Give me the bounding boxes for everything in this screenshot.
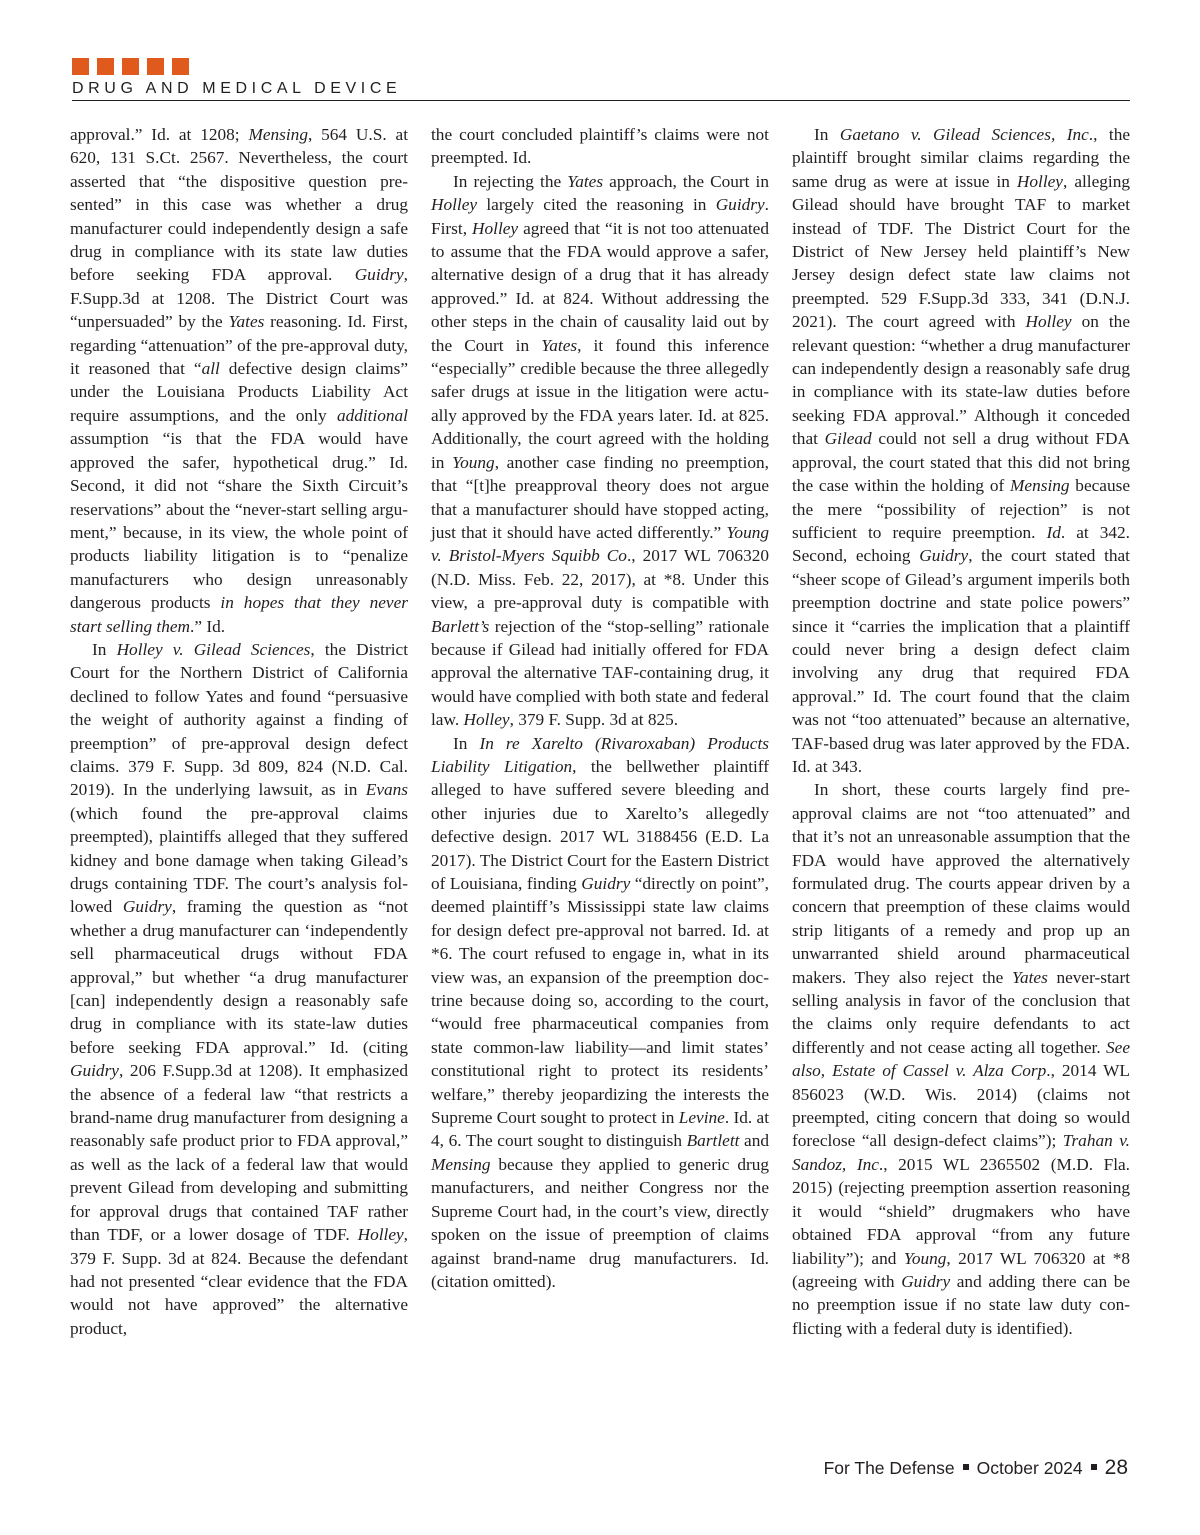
text-run: In short, these courts largely find pre-approval claims are not “too attenuated” and that it’s not an unreasonable assumption that the FDA would have approved the alternatively formulated drug. The courts appear driven by a concern that preemption of these claims would strip litigants of a remedy and prop up an unwarranted shield around pharmaceutical makers. They also reject the <box>792 780 1130 987</box>
italic-text: Mensing <box>248 125 308 144</box>
accent-square <box>97 58 114 75</box>
text-run: ., the plaintiff brought similar claims regarding the same drug as were at issue in <box>792 125 1131 191</box>
italic-text: Holley <box>463 710 510 730</box>
text-run: , 2017 WL 706320 at *8 (agreeing with <box>792 1248 1131 1291</box>
italic-text: Guidry <box>901 1271 951 1291</box>
text-run: , the District Court for the Northern District of California declined to follow Yates and found “persuasive the weight of authority against a finding of preemption” of pre-approval design defect claims. 379 F. Supp. 3d 809, 824 (N.D. Cal. 2019). In the underlying lawsuit, as in <box>70 639 408 800</box>
text-run: , 379 F. Supp. 3d at 825. <box>509 710 679 730</box>
text-run: defective design claims” under the Louisiana Products Liability Act require assumptions, and the only <box>70 359 408 425</box>
italic-text: Trahan v. Sandoz, Inc <box>792 1131 1130 1174</box>
text-run: could not sell a drug without FDA approval, the court stated that this did not bring the case within the holding of <box>792 429 1131 496</box>
text-run: “directly on point”, deemed plaintiff’s Mississippi state law claims for design defect pre-approval not barred. Id. at *6. The court refused to engage in, what in its view was, an expansion of the preemption doctrine because doing so, according to the court, “would free pharmaceutical companies from state common-law liability—and limit states’ constitutional right to protect its residents’ welfare,” thereby jeopardizing the interests the Supreme Court sought to protect in <box>431 874 769 1128</box>
text-run: , 564 U.S. at 620, 131 S.Ct. 2567. Nevertheless, the court asserted that “the dispositive question presented” in this case was whether a drug manufacturer could independently design a safe drug in compliance with its state law duties before seeking FDA approval. <box>70 125 408 285</box>
text-run: ., 2015 WL 2365502 (M.D. Fla. 2015) (rejecting preemption assertion reasoning it would “shield” drugmakers who have obtained FDA approval “from any future liability”); and <box>792 1154 1130 1268</box>
text-run: on the relevant question: “whether a drug manufacturer can independently design a reasonably safe drug in compliance with its state-law duties before seeking FDA approval.” Although it conceded that <box>792 312 1130 449</box>
text-run: because the mere “possibility of rejection” is not sufficient to require preemption. <box>792 476 1130 542</box>
italic-text: Gilead <box>824 429 872 449</box>
text-run: In <box>92 639 117 659</box>
italic-text: Evans <box>365 780 408 800</box>
text-run: . Id. at 4, 6. The court sought to distinguish <box>431 1108 769 1151</box>
italic-text: Holley <box>1025 312 1072 332</box>
text-run: ., 2014 WL 856023 (W.D. Wis. 2014) (claims not preempted, citing concern that doing so would foreclose “all design-defect claims”); <box>792 1061 1130 1151</box>
paragraph <box>70 638 408 1340</box>
text-run: the court concluded plaintiff’s claims were not preempted. Id. <box>431 125 769 168</box>
text-run: approval.” Id. at 1208; <box>70 125 249 144</box>
italic-text: Guidry <box>122 897 172 917</box>
accent-square <box>147 58 164 75</box>
paragraph <box>792 123 1130 778</box>
paragraph <box>792 778 1130 1340</box>
text-run: because they applied to generic drug manufacturers, and neither Congress nor the Supreme Court had, in the court’s view, directly spoken on the issue of preemption of claims against brand-name drug manufacturers. Id. (citation omitted). <box>431 1154 769 1291</box>
issue-date: October 2024 <box>976 1458 1083 1478</box>
italic-text: Yates <box>1011 967 1048 987</box>
text-run: ., 2017 WL 706320 (N.D. Miss. Feb. 22, 2017), at *8. Under this view, a pre-approval duty is compatible with <box>431 546 769 613</box>
italic-text: in hopes that they never start selling them <box>70 593 408 636</box>
accent-square <box>72 58 89 75</box>
text-run: , 206 F.Supp.3d at 1208). It emphasized the absence of a federal law “that restricts a brand-name drug manufacturer from designing a reasonably safe product prior to FDA approval,” as well as the lack of a federal law that would prevent Gilead from developing and submitting for approval drugs that contained TAF rather than TDF, or a lower dosage of TDF. <box>70 1061 408 1245</box>
italic-text: Guidry <box>919 546 969 566</box>
text-run: rejection of the “stop-selling” rationale because if Gilead had initially offered for FDA approval the alternative TAF-containing drug, it would have complied with both state and federal law. <box>431 616 769 730</box>
text-run: , another case finding no preemption, that “[t]he preapproval theory does not argue that a manufacturer should have stopped acting, just that it should have acted differently.” <box>431 452 770 542</box>
italic-text: Bartlett <box>686 1131 740 1151</box>
paragraph <box>70 123 408 638</box>
paragraph <box>431 123 769 170</box>
text-run: In <box>453 733 480 753</box>
text-run: , alleging Gilead should have brought TAF to market instead of TDF. The District Court for the District of New Jersey held plaintiff’s New Jersey design defect state law claims not preempted. 529 F.Supp.3d 333, 341 (D.N.J. 2021). The court agreed with <box>792 171 1130 332</box>
page-footer <box>824 1456 1128 1480</box>
bullet-separator <box>963 1464 969 1470</box>
italic-text: Levine <box>678 1108 725 1128</box>
italic-text: Holley <box>472 218 519 238</box>
accent-square <box>122 58 139 75</box>
paragraph <box>431 170 769 732</box>
italic-text: Holley <box>1016 171 1063 191</box>
paragraph <box>431 732 769 1294</box>
italic-text: Guidry <box>581 874 631 893</box>
text-run: , 379 F. Supp. 3d at 824. Because the defendant had not presented “clear evidence that the FDA would not have approved” the alternative product, <box>70 1225 408 1338</box>
italic-text: Barlett’s <box>431 616 490 636</box>
text-run: and adding there can be no preemption issue if no state law duty conflicting with a federal duty is identified). <box>792 1271 1131 1338</box>
italic-text: Guidry <box>70 1061 119 1081</box>
italic-text: Yates <box>228 312 265 332</box>
text-run: assumption “is that the FDA would have approved the safer, hypothetical drug.” Id. Second, it did not “share the Sixth Circuit’s reservations” about the “never-start selling argument,” because, in its view, the whole point of products liability litigation is to “penalize manufacturers who design unreasonably dangerous products <box>70 429 408 613</box>
italic-text: additional <box>336 405 408 425</box>
italic-text: Gaetano v. Gilead Sciences, Inc <box>839 125 1089 144</box>
italic-text: In re Xarelto (Rivaroxaban) Products Liability Litigation <box>431 733 769 776</box>
section-label: DRUG AND MEDICAL DEVICE <box>72 80 402 97</box>
text-run: , the court stated that “sheer scope of Gilead’s argument imperils both preemption doctrine and state police powers” since it “carries the implication that a plaintiff could never bring a design defect claim involving any drug that required FDA approval.” Id. The court found that the claim was not “too attenuated” because an alternative, TAF-based drug was later approved by the FDA. Id. at 343. <box>792 546 1130 776</box>
italic-text: See also, Estate of Cassel v. Alza Corp <box>792 1037 1130 1081</box>
italic-text: Young <box>903 1248 947 1268</box>
italic-text: Id <box>1046 522 1061 542</box>
text-run: , the bellwether plaintiff alleged to have suffered severe bleeding and other injuries due to Xarelto’s allegedly defective design. 2017 WL 3188456 (E.D. La 2017). The District Court for the Eastern District of Louisiana, finding <box>431 756 769 893</box>
text-run: .” Id. <box>190 616 226 636</box>
italic-text: Yates <box>567 171 604 191</box>
italic-text: Holley <box>431 195 478 215</box>
text-run: agreed that “it is not too attenuated to assume that the FDA would approve a safer, alternative design of a drug that it has already approved.” Id. at 824. Without addressing the other steps in the chain of causality laid out by the Court in <box>431 218 769 355</box>
italic-text: all <box>201 359 220 379</box>
text-run: , F.Supp.3d at 1208. The District Court was “unpersuaded” by the <box>70 265 408 332</box>
publication-name: For The Defense <box>823 1458 955 1478</box>
page-number: 28 <box>1104 1456 1128 1479</box>
text-run: , framing the question as “not whether a drug manufacturer can ‘independently sell pharmaceutical drugs without FDA approval,” but whether “a drug manufacturer [can] independently design a reasonably safe drug in compliance with its state-law duties before seeking FDA approval.” Id. (citing <box>70 897 408 1057</box>
italic-text: Guidry <box>354 265 404 285</box>
text-run: approach, the Court in <box>603 171 769 191</box>
text-run: In rejecting the <box>453 171 568 191</box>
italic-text: Holley <box>357 1225 404 1245</box>
italic-text: Mensing <box>1010 476 1070 496</box>
text-run: . First, <box>431 195 769 238</box>
italic-text: Guidry <box>715 195 765 215</box>
header-rule <box>72 100 1130 101</box>
bullet-separator <box>1091 1464 1097 1470</box>
italic-text: Young <box>452 452 495 472</box>
text-run: , it found this inference “especially” credible because the three allegedly safer drugs at issue in the litigation were actually approved by the FDA years later. Id. at 825. Additionally, the court agreed with the holding in <box>431 335 769 472</box>
text-run: In <box>814 125 840 144</box>
accent-square <box>172 58 189 75</box>
text-run: reasoning. Id. First, regarding “attenuation” of the pre-approval duty, it reasoned that “ <box>70 312 408 379</box>
italic-text: Holley v. Gilead Sciences <box>116 639 311 659</box>
text-run: largely cited the reasoning in <box>477 195 716 215</box>
italic-text: Mensing <box>431 1154 491 1174</box>
italic-text: Young v. Bristol-Myers Squibb Co <box>431 522 769 566</box>
text-run: . at 342. Second, echoing <box>792 522 1130 566</box>
italic-text: Yates <box>541 335 578 355</box>
text-run: never-start selling analysis in favor of the conclusion that the claims only require defendants to act differently and not cease acting all together. <box>792 967 1131 1057</box>
text-run: (which found the pre-approval claims preempted), plaintiffs alleged that they suffered kidney and bone damage when taking Gilead’s drugs containing TDF. The court’s analysis followed <box>70 803 408 917</box>
text-column-2 <box>431 123 769 1293</box>
text-column-1 <box>70 123 408 1340</box>
text-run: and <box>739 1131 769 1151</box>
text-column-3 <box>792 123 1130 1340</box>
